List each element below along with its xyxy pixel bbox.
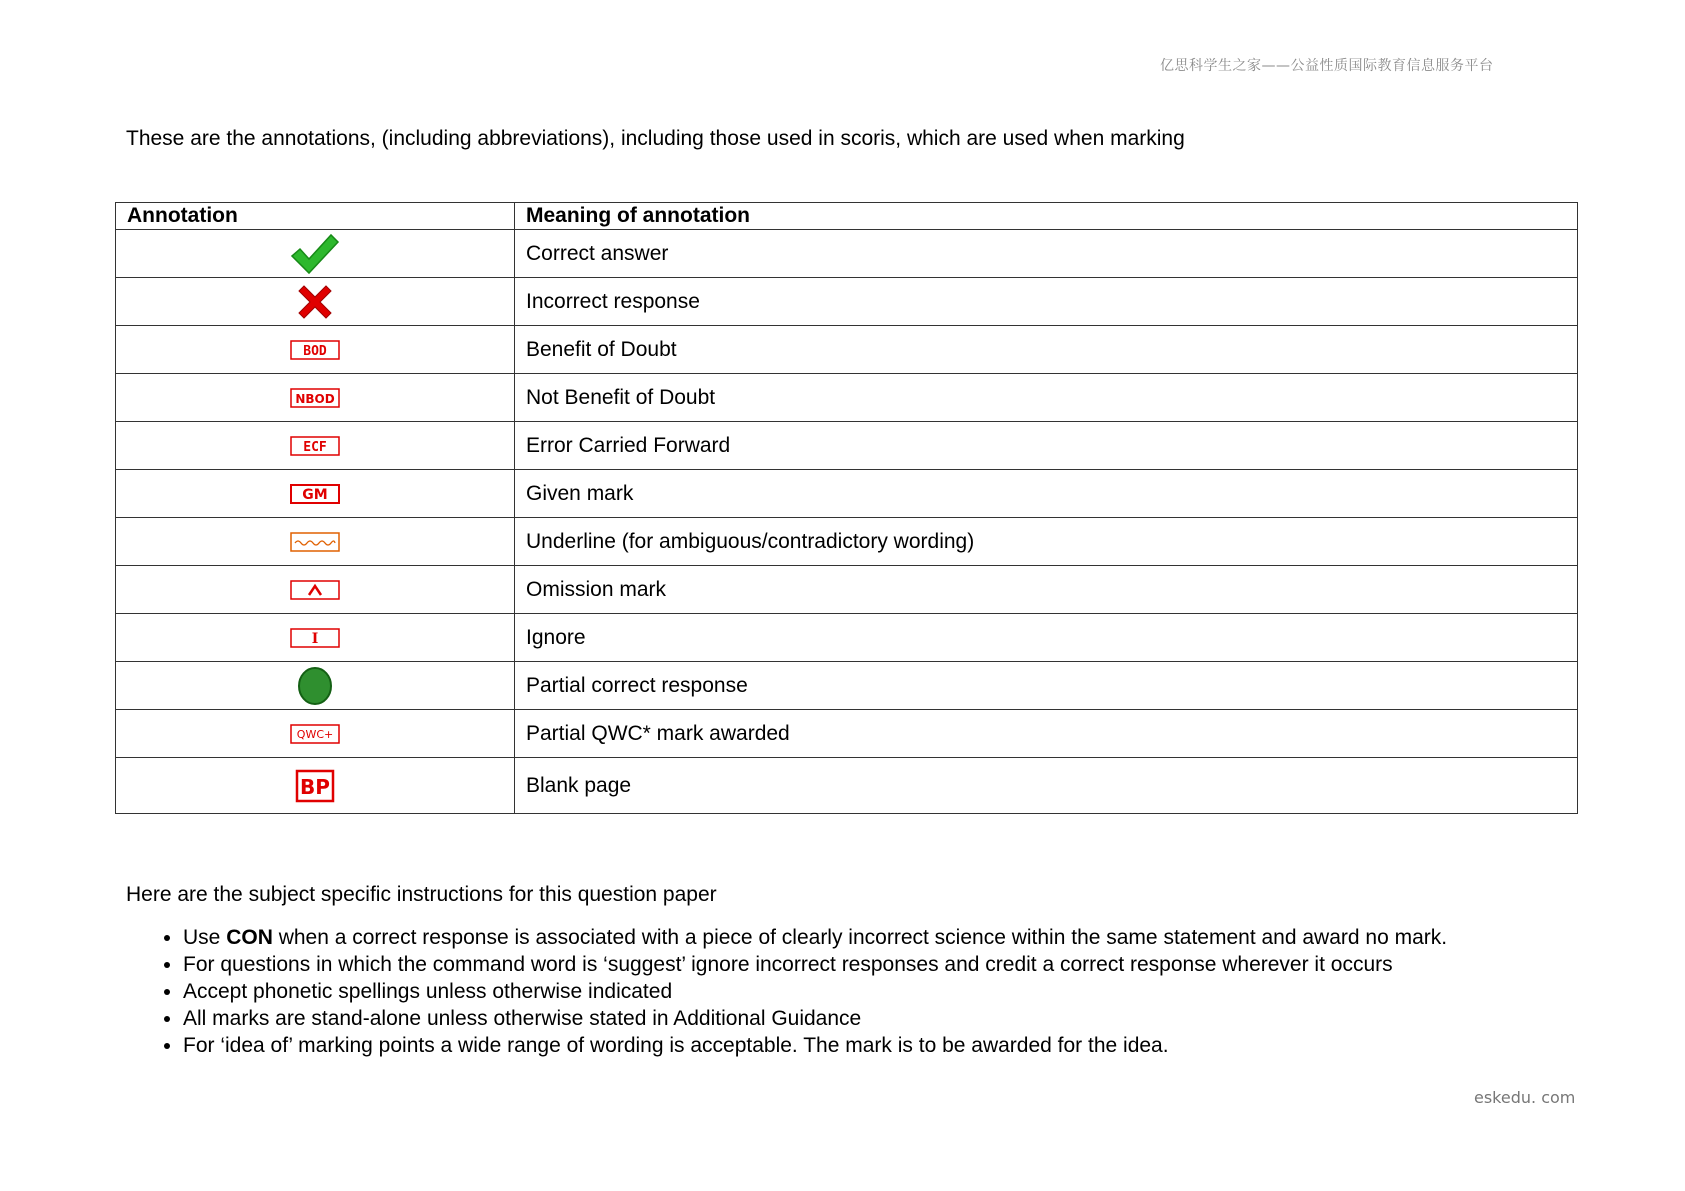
meaning-cell: Partial correct response [515,662,1578,710]
meaning-cell: Omission mark [515,566,1578,614]
table-row [116,230,1578,278]
meaning-cell: Not Benefit of Doubt [515,374,1578,422]
ecf-label: ECF [303,439,327,455]
meaning-cell: Benefit of Doubt [515,326,1578,374]
table-row [116,422,1578,470]
table-row [116,326,1578,374]
list-item: • For questions in which the command word is ‘suggest’ ignore incorrect responses and credit a correct response wherever it occurs [183,951,1633,978]
list-item: • For ‘idea of’ marking points a wide range of wording is acceptable. The mark is to be awarded for the idea. [183,1032,1633,1059]
annotation-cell [116,662,515,710]
wavy-underline-icon [290,532,340,552]
meaning-cell: Incorrect response [515,278,1578,326]
annotation-cell [116,230,515,278]
annotation-cell [116,614,515,662]
list-item: • All marks are stand-alone unless otherwise stated in Additional Guidance [183,1005,1633,1032]
bod-label: BOD [303,343,327,359]
green-circle-icon [295,666,335,706]
qwc-label: QWC+ [296,727,334,741]
header-meaning: Meaning of annotation [515,203,1578,230]
annotation-cell [116,326,515,374]
meaning-cell: Given mark [515,470,1578,518]
bp-label: BP [300,774,330,799]
table-row [116,758,1578,814]
bp-icon [295,769,335,803]
ignore-icon [290,628,340,648]
annotation-cell [116,710,515,758]
rule-text-pre: Use [183,926,227,949]
annotation-cell [116,470,515,518]
rule-bold-con: CON [226,926,273,949]
check-icon [290,232,340,276]
gm-icon [290,484,340,504]
table-row [116,374,1578,422]
instruction-list [126,924,1633,1059]
meaning-cell: Partial QWC* mark awarded [515,710,1578,758]
table-row [116,614,1578,662]
qwc-icon [290,724,340,744]
rule-text-post: when a correct response is associated with a piece of clearly incorrect science within the same statement and award no mark. [272,926,1448,949]
annotation-cell [116,518,515,566]
header-watermark: 亿思科学生之家——公益性质国际教育信息服务平台 [1160,58,1494,74]
nbod-icon [290,388,340,408]
table-row [116,470,1578,518]
annotation-cell [116,374,515,422]
header-annotation: Annotation [116,203,515,230]
table-header-row [116,203,1578,230]
nbod-label: NBOD [295,391,335,406]
table-row [116,662,1578,710]
table-row [116,710,1578,758]
subject-instructions-title: Here are the subject specific instructions for this question paper [126,883,717,906]
meaning-cell: Ignore [515,614,1578,662]
meaning-cell: Underline (for ambiguous/contradictory wording) [515,518,1578,566]
ignore-label: I [311,630,319,647]
table-row [116,566,1578,614]
list-item: • Accept phonetic spellings unless otherwise indicated [183,978,1633,1005]
meaning-cell: Correct answer [515,230,1578,278]
footer-watermark: eskedu. com [1474,1088,1576,1107]
meaning-cell: Blank page [515,758,1578,814]
table-row [116,518,1578,566]
intro-text: These are the annotations, (including abbreviations), including those used in scoris, which are used when marking [126,127,1185,150]
table-row [116,278,1578,326]
gm-label: GM [302,486,328,503]
annotation-cell [116,278,515,326]
ecf-icon [290,436,340,456]
annotation-cell [116,758,515,814]
cross-icon [295,282,335,322]
annotations-table [115,202,1578,814]
annotation-cell [116,566,515,614]
bod-icon [290,340,340,360]
annotation-cell [116,422,515,470]
meaning-cell: Error Carried Forward [515,422,1578,470]
list-item [183,924,1633,951]
caret-icon [290,580,340,600]
